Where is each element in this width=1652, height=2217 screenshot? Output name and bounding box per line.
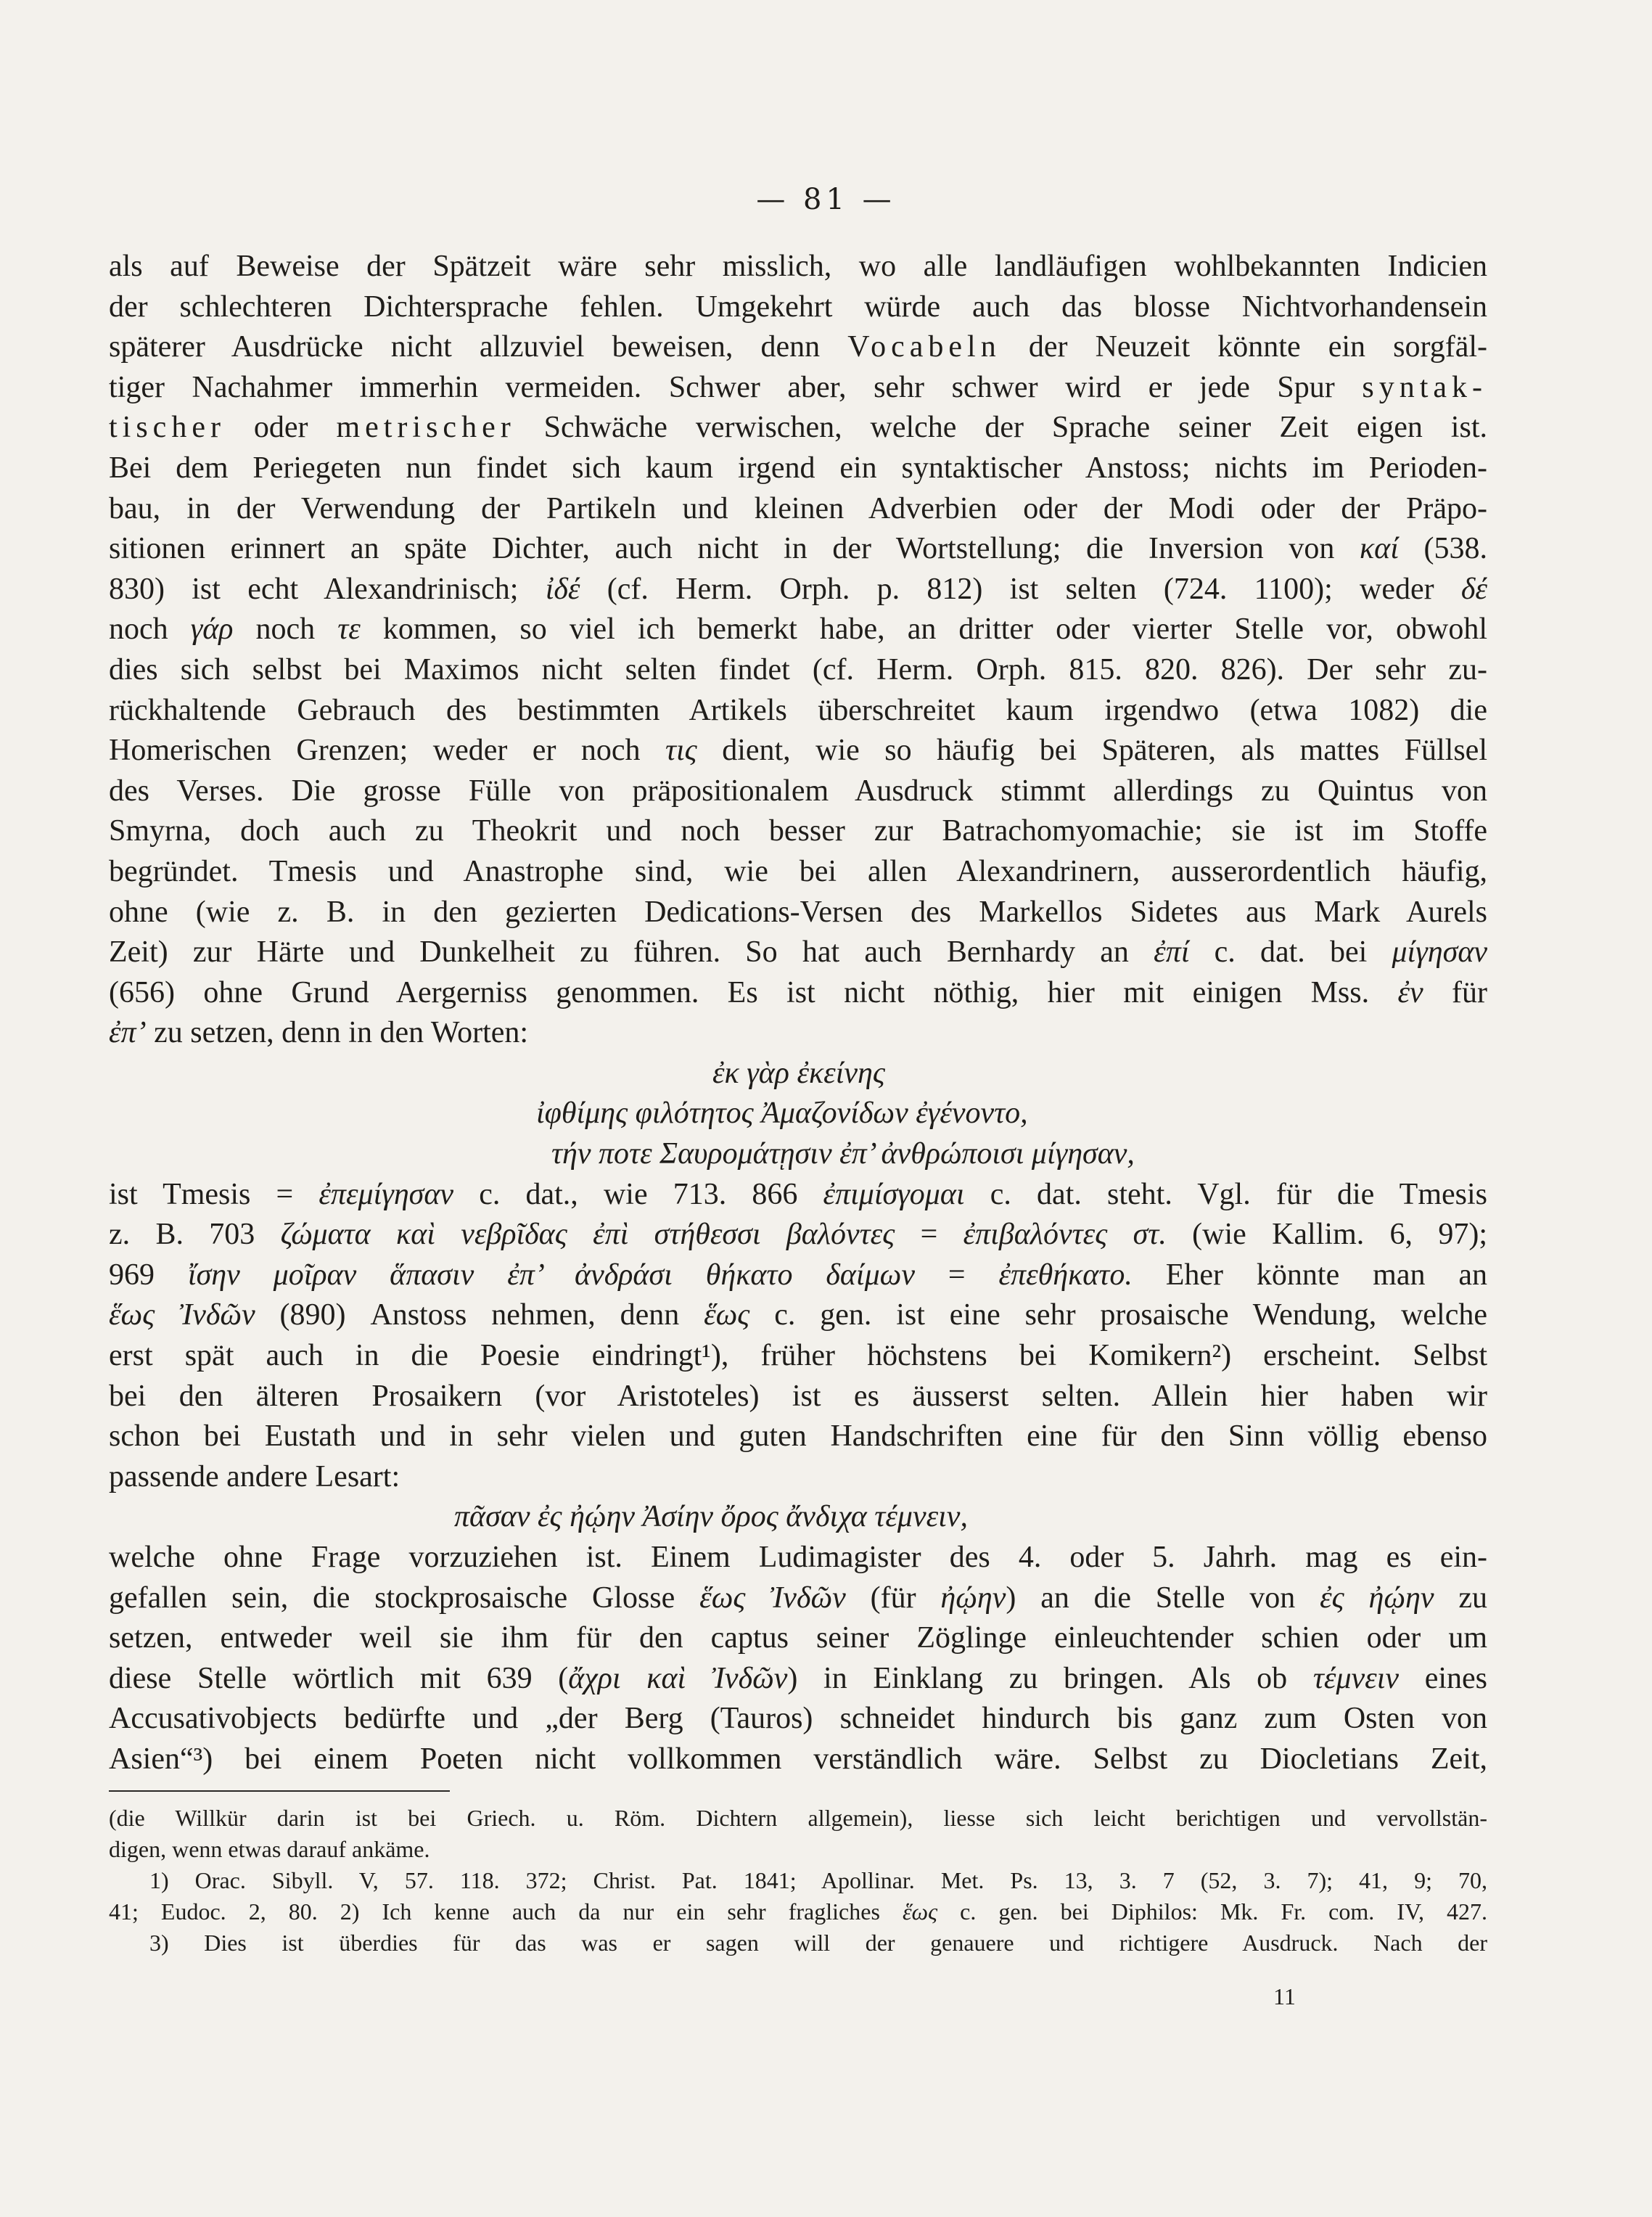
verse-line: τήν ποτε Σαυρομάτῃσιν ἐπ’ ἀνθρώποισι μίγησαν, <box>551 1137 1135 1171</box>
text-run: sitionen erinnert an späte Dichter, auch nicht in der Wortstellung; die Inversion von <box>109 532 1360 566</box>
text-run: Bei dem Periegeten nun findet sich kaum irgend ein syntaktischer Anstoss; nichts im Perioden- <box>109 451 1487 485</box>
greek-word: ἰδέ <box>545 572 580 606</box>
footnotes <box>109 1803 1487 1959</box>
text-run: Eher könnte man an <box>1132 1258 1488 1292</box>
text-run: tiger Nachahmer immerhin vermeiden. Schwer aber, sehr schwer wird er jede Spur <box>109 370 1363 404</box>
text-run: c. dat. bei <box>1189 935 1392 970</box>
text-line <box>109 1659 1487 1700</box>
text-run: Accusativobjects bedürfte und „der Berg (Tauros) schneidet hindurch bis ganz zum Osten von <box>109 1702 1487 1736</box>
greek-word: ἕως <box>704 1298 750 1332</box>
text-line <box>109 1578 1487 1619</box>
text-run: 41; Eudoc. 2, 80. 2) Ich kenne auch da nur ein sehr fragliches <box>109 1898 903 1925</box>
text-line <box>109 408 1487 448</box>
text-line <box>109 610 1487 650</box>
spaced-emphasis: metrischer <box>336 411 516 445</box>
footnote-line <box>109 1834 1487 1865</box>
text-run: dies sich selbst bei Maximos nicht selten findet (cf. Herm. Orph. 815. 820. 826). Der sehr zu- <box>109 652 1487 687</box>
text-run: setzen, entweder weil sie ihm für den captus seiner Zöglinge einleuchtender schien oder um <box>109 1621 1487 1655</box>
text-line <box>109 1013 1487 1054</box>
text-run: eines <box>1399 1661 1487 1695</box>
text-line <box>109 973 1487 1014</box>
text-line <box>109 771 1487 812</box>
text-run: z. B. 703 <box>109 1218 281 1252</box>
text-run: (für <box>845 1581 941 1615</box>
text-run: als auf Beweise der Spätzeit wäre sehr misslich, wo alle landläufigen wohlbekannten Indicien <box>109 250 1487 283</box>
text-run: der Neuzeit könnte ein sorgfäl- <box>1000 330 1488 364</box>
text-line <box>109 448 1487 489</box>
text-line <box>109 1215 1487 1255</box>
text-run: c. dat., wie 713. 866 <box>453 1177 823 1211</box>
text-run: gefallen sein, die stockprosaische Glosse <box>109 1581 700 1615</box>
greek-word: ἕως Ἰνδῶν <box>699 1581 846 1615</box>
footnote-line <box>109 1927 1487 1959</box>
footnote-line <box>109 1896 1487 1927</box>
text-run: erst spät auch in die Poesie eindringt¹), früher höchstens bei Komikern²) erscheint. Selbst <box>109 1339 1487 1373</box>
text-run: der schlechteren Dichtersprache fehlen. Umgekehrt würde auch das blosse Nichtvorhandensein <box>109 290 1487 324</box>
text-run: kommen, so viel ich bemerkt habe, an dritter oder vierter Stelle vor, obwohl <box>360 612 1487 647</box>
greek-word: ἐπ’ <box>109 1016 147 1050</box>
text-line <box>109 1377 1487 1417</box>
text-line <box>109 247 1487 287</box>
text-run: diese Stelle wörtlich mit 639 ( <box>109 1661 569 1695</box>
text-line <box>109 650 1487 691</box>
text-line <box>109 1255 1487 1296</box>
text-line <box>109 1538 1487 1578</box>
text-run: bau, in der Verwendung der Partikeln und kleinen Adverbien oder der Modi oder der Präpo- <box>109 491 1487 525</box>
text-run: 969 <box>109 1258 188 1292</box>
verse-quotation-1 <box>109 1054 1487 1175</box>
text-line <box>109 933 1487 973</box>
text-run: rückhaltende Gebrauch des bestimmten Artikels überschreitet kaum irgendwo (etwa 1082) die <box>109 693 1487 727</box>
text-run: (wie Kallim. 6, 97); <box>1166 1218 1488 1252</box>
text-run: 1) Orac. Sibyll. V, 57. 118. 372; Christ. Pat. 1841; Apollinar. Met. Ps. 13, 3. 7 (52, 3. 7); 41, 9; 70, <box>149 1867 1487 1893</box>
paragraph-part-1 <box>109 247 1487 1054</box>
paragraph-part-3 <box>109 1538 1487 1780</box>
text-run: für <box>1423 975 1487 1009</box>
text-run: (538. <box>1398 532 1487 566</box>
greek-word: δέ <box>1460 572 1487 606</box>
text-run: = <box>895 1218 963 1252</box>
text-line <box>109 852 1487 893</box>
text-run: ohne (wie z. B. in den gezierten Dedications-Versen des Markellos Sidetes aus Mark Aurels <box>109 895 1487 929</box>
text-run: noch <box>233 612 338 647</box>
text-run: passende andere Lesart: <box>109 1459 400 1493</box>
spaced-emphasis: tischer <box>109 411 226 445</box>
text-line <box>109 1618 1487 1659</box>
text-run: Schwäche verwischen, welche der Sprache seiner Zeit eigen ist. <box>515 411 1487 445</box>
text-run: Smyrna, doch auch zu Theokrit und noch besser zur Batrachomyomachie; sie ist im Stoffe <box>109 814 1487 848</box>
text-run: digen, wenn etwas darauf ankäme. <box>109 1836 430 1862</box>
verse-quotation-2 <box>109 1497 1487 1538</box>
printer-signature: 11 <box>1273 1983 1296 2009</box>
text-run: c. gen. bei Diphilos: Mk. Fr. com. IV, 427. <box>937 1898 1488 1925</box>
text-run: ist Tmesis = <box>109 1177 319 1211</box>
verse-line: ἰφθίμης φιλότητος Ἀμαζονίδων ἐγένοντο, <box>536 1097 1028 1131</box>
greek-word: ἐπεθήκατο. <box>998 1258 1133 1292</box>
greek-word: μίγησαν <box>1392 935 1488 970</box>
text-run: Asien“³) bei einem Poeten nicht vollkommen verständlich wäre. Selbst zu Diocletians Zeit, <box>109 1742 1487 1776</box>
text-line <box>109 489 1487 530</box>
greek-word: ζώματα καὶ νεβρῖδας ἐπὶ στήθεσσι βαλόντες <box>280 1218 895 1252</box>
greek-word: καί <box>1359 532 1399 566</box>
footnote-line <box>109 1803 1487 1834</box>
main-text <box>109 247 1487 1780</box>
footnote-divider <box>109 1790 450 1792</box>
paragraph-part-2 <box>109 1175 1487 1498</box>
greek-word: τέμνειν <box>1312 1661 1400 1695</box>
greek-word: γάρ <box>190 612 234 647</box>
greek-word: ἐπιβαλόντες στ. <box>963 1218 1167 1252</box>
text-run: (890) Anstoss nehmen, denn <box>255 1298 704 1332</box>
text-run: = <box>914 1258 999 1292</box>
text-run: zu <box>1434 1581 1488 1615</box>
text-line <box>109 1699 1487 1739</box>
text-line <box>109 1336 1487 1377</box>
text-run: ) an die Stelle von <box>1006 1581 1320 1615</box>
text-run: schon bei Eustath und in sehr vielen und guten Handschriften eine für den Sinn völlig ebenso <box>109 1419 1487 1454</box>
text-run: c. dat. steht. Vgl. für die Tmesis <box>964 1177 1487 1211</box>
text-run: dient, wie so häufig bei Späteren, als mattes Füllsel <box>696 734 1487 768</box>
greek-word: ἕως <box>902 1898 938 1925</box>
text-line <box>109 691 1487 732</box>
greek-word: ἴσην μοῖραν ἅπασιν ἐπ’ ἀνδράσι θήκατο δαίμων <box>187 1258 915 1292</box>
text-run: (cf. Herm. Orph. p. 812) ist selten (724. 1100); weder <box>580 572 1461 606</box>
text-line <box>109 1739 1487 1780</box>
greek-word: ἐν <box>1397 975 1423 1009</box>
text-line <box>109 287 1487 328</box>
text-run: (656) ohne Grund Aergerniss genommen. Es ist nicht nöthig, hier mit einigen Mss. <box>109 975 1398 1009</box>
text-line <box>109 529 1487 570</box>
greek-word: ἐς ἠῴην <box>1320 1581 1434 1615</box>
greek-word: ἄχρι καὶ Ἰνδῶν <box>568 1661 788 1695</box>
text-line <box>109 570 1487 610</box>
spaced-emphasis: Vocabeln <box>847 330 1001 364</box>
greek-word: τε <box>337 612 361 647</box>
text-run: zu setzen, denn in den Worten: <box>146 1016 529 1050</box>
text-run: c. gen. ist eine sehr prosaische Wendung, welche <box>749 1298 1488 1332</box>
greek-word: ἠῴην <box>940 1581 1006 1615</box>
text-run: noch <box>109 612 191 647</box>
spaced-emphasis: syntak- <box>1362 370 1487 404</box>
text-line <box>109 811 1487 852</box>
greek-word: ἕως Ἰνδῶν <box>109 1298 255 1332</box>
verse-line: πᾶσαν ἐς ἠῴην Ἀσίην ὄρος ἄνδιχα τέμνειν, <box>454 1500 968 1534</box>
text-line <box>109 1417 1487 1457</box>
text-run: 3) Dies ist überdies für das was er sagen will der genauere und richtigere Ausdruck. Nach der <box>149 1930 1487 1956</box>
greek-word: ἐπεμίγησαν <box>319 1177 454 1211</box>
text-run: Zeit) zur Härte und Dunkelheit zu führen. So hat auch Bernhardy an <box>109 935 1154 970</box>
verse-line: ἐκ γὰρ ἐκείνης <box>712 1056 885 1090</box>
text-run: welche ohne Frage vorzuziehen ist. Einem Ludimagister des 4. oder 5. Jahrh. mag es ein- <box>109 1541 1487 1574</box>
text-line <box>109 1295 1487 1336</box>
text-run: des Verses. Die grosse Fülle von präpositionalem Ausdruck stimmt allerdings zu Quintus von <box>109 774 1487 808</box>
greek-word: ἐπί <box>1154 935 1190 970</box>
page-number: — 81 — <box>756 183 896 216</box>
text-run: ) in Einklang zu bringen. Als ob <box>787 1661 1313 1695</box>
text-run: 830) ist echt Alexandrinisch; <box>109 572 546 606</box>
text-line <box>109 893 1487 933</box>
text-run: begründet. Tmesis und Anastrophe sind, wie bei allen Alexandrinern, ausserordentlich häufig, <box>109 854 1487 888</box>
text-run: oder <box>225 411 337 445</box>
text-run: späterer Ausdrücke nicht allzuviel beweisen, denn <box>109 330 848 364</box>
footnote-line <box>109 1865 1487 1896</box>
text-run: (die Willkür darin ist bei Griech. u. Röm. Dichtern allgemein), liesse sich leicht berichtigen und vervollstän- <box>109 1805 1487 1831</box>
text-line <box>109 1175 1487 1216</box>
text-line <box>109 731 1487 771</box>
text-line <box>109 368 1487 409</box>
text-line <box>109 1457 1487 1498</box>
text-run: bei den älteren Prosaikern (vor Aristoteles) ist es äusserst selten. Allein hier haben wir <box>109 1379 1487 1413</box>
greek-word: τις <box>665 734 697 768</box>
text-run: Homerischen Grenzen; weder er noch <box>109 734 665 768</box>
greek-word: ἐπιμίσγομαι <box>823 1177 965 1211</box>
text-line <box>109 327 1487 368</box>
